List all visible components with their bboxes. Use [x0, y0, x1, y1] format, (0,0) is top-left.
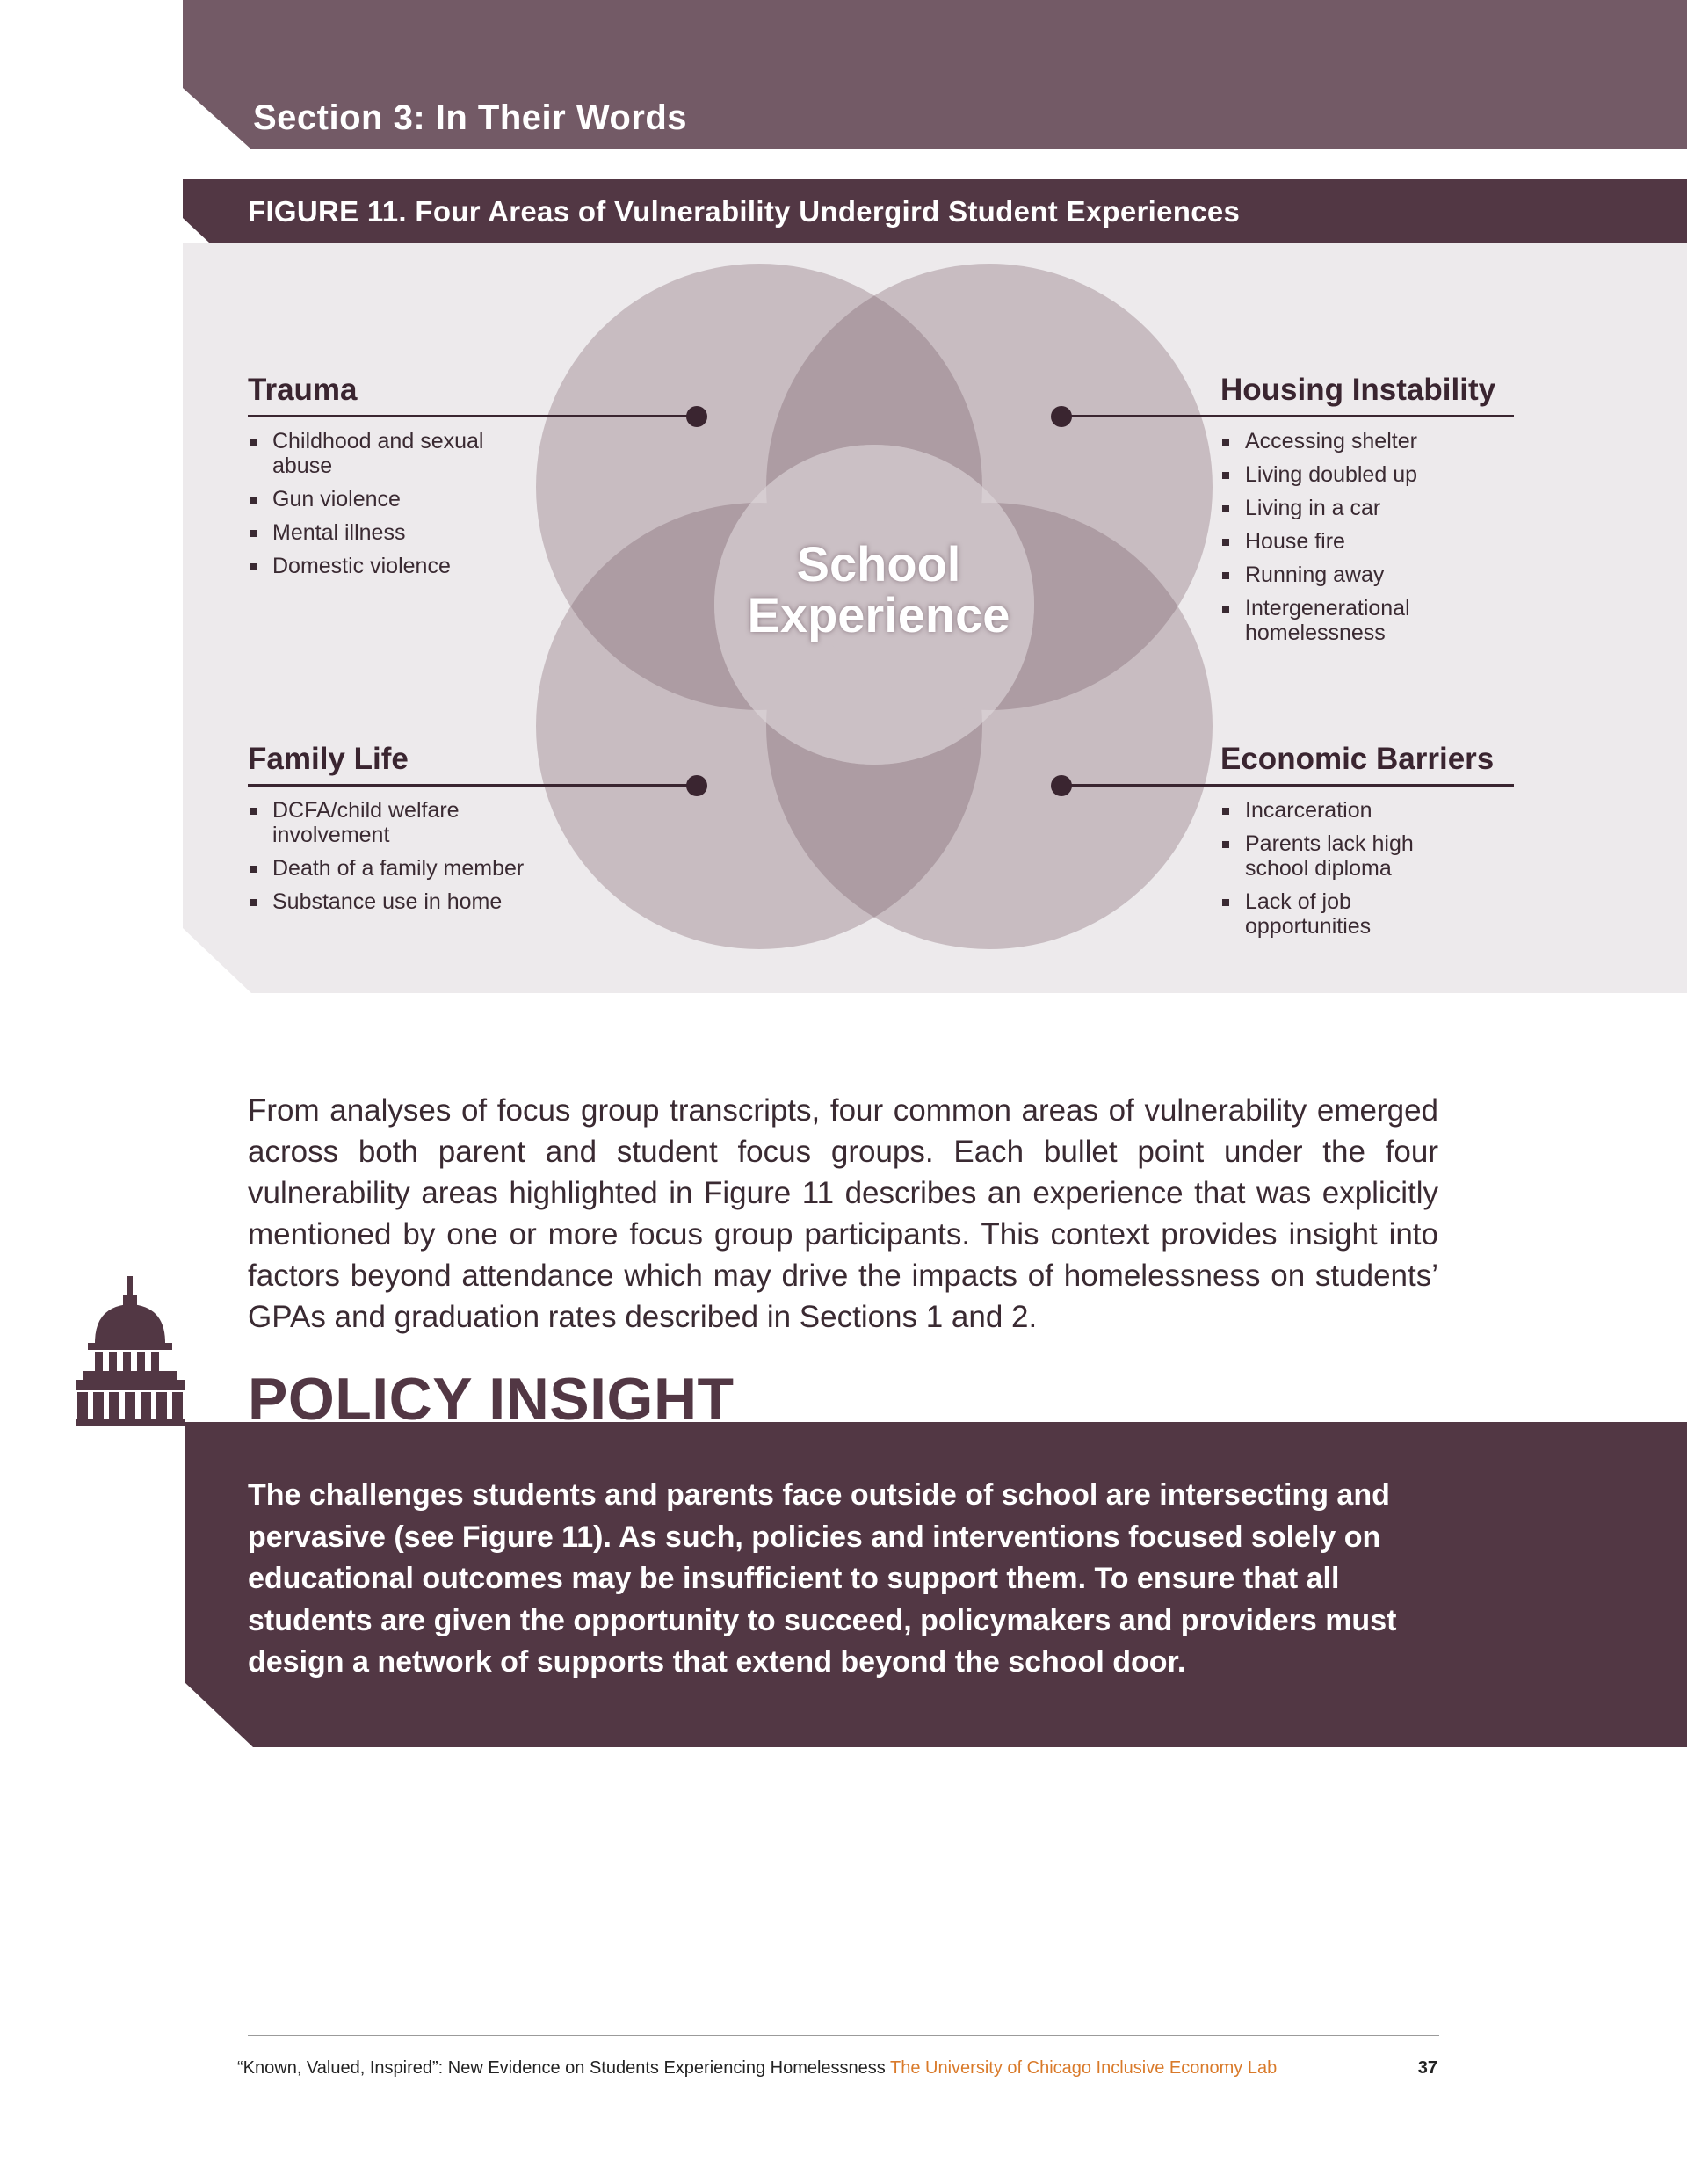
housing-connector-dot [1051, 406, 1072, 427]
list-item: Childhood and sexual abuse [248, 429, 494, 478]
family-connector-line [248, 784, 696, 787]
housing-title: Housing Instability [1220, 373, 1496, 407]
trauma-list [248, 429, 494, 587]
list-item: Intergenerational homelessness [1220, 596, 1466, 645]
economic-connector-dot [1051, 775, 1072, 796]
economic-list [1220, 798, 1484, 947]
list-item: Substance use in home [248, 889, 582, 914]
list-item: Running away [1220, 562, 1466, 587]
list-item: Living in a car [1220, 496, 1466, 520]
list-item: Accessing shelter [1220, 429, 1466, 453]
family-list [248, 798, 582, 923]
body-paragraph: From analyses of focus group transcripts, four common areas of vulnerability emerged across both parent and student focus groups. Each bullet point under the four vulnerability areas highlighted in Figure 11 describes an experience that was explicitly mentioned by one or more focus group participants. This context provides insight into factors beyond attendance which may drive the impacts of homelessness on students’ GPAs and graduation rates described in Sections 1 and 2. [248, 1093, 1438, 1334]
section-title: Section 3: In Their Words [253, 98, 688, 137]
footer-divider [248, 2035, 1439, 2036]
list-item: House fire [1220, 529, 1466, 554]
list-item: Mental illness [248, 520, 494, 545]
footer-report-title: “Known, Valued, Inspired”: New Evidence on Students Experiencing Homelessness [237, 2058, 886, 2078]
list-item: Gun violence [248, 487, 494, 512]
capitol-building-icon [76, 1276, 185, 1426]
economic-title: Economic Barriers [1220, 742, 1495, 776]
list-item: Domestic violence [248, 554, 494, 578]
trauma-connector-dot [686, 406, 707, 427]
figure-title: FIGURE 11. Four Areas of Vulnerability Undergird Student Experiences [248, 195, 1241, 228]
page-number: 37 [1417, 2058, 1437, 2078]
trauma-title: Trauma [248, 373, 358, 407]
housing-connector-line [1061, 415, 1514, 417]
venn-center-label [668, 536, 1090, 642]
policy-insight-heading: POLICY INSIGHT [248, 1366, 735, 1422]
footer [237, 2058, 1437, 2079]
list-item: Parents lack high school diploma [1220, 831, 1421, 881]
venn-center-label-line2: Experience [747, 587, 1010, 642]
list-item: Incarceration [1220, 798, 1484, 823]
trauma-connector-line [248, 415, 696, 417]
economic-connector-line [1061, 784, 1514, 787]
list-item: DCFA/child welfare involvement [248, 798, 505, 847]
policy-insight-text: The challenges students and parents face outside of school are intersecting and pervasive (see Figure 11). As such, policies and interventions focused solely on educational outcomes may be insufficient to support them. To ensure that all students are given the opportunity to succeed, policymakers and providers must design a network of supports that extend beyond the school door. [248, 1478, 1397, 1679]
family-title: Family Life [248, 742, 409, 776]
family-connector-dot [686, 775, 707, 796]
list-item: Living doubled up [1220, 462, 1466, 487]
list-item: Lack of job opportunities [1220, 889, 1377, 939]
list-item: Death of a family member [248, 856, 582, 881]
venn-center-label-line1: School [796, 536, 961, 591]
housing-list [1220, 429, 1466, 654]
footer-org-name: The University of Chicago Inclusive Economy Lab [890, 2058, 1278, 2078]
